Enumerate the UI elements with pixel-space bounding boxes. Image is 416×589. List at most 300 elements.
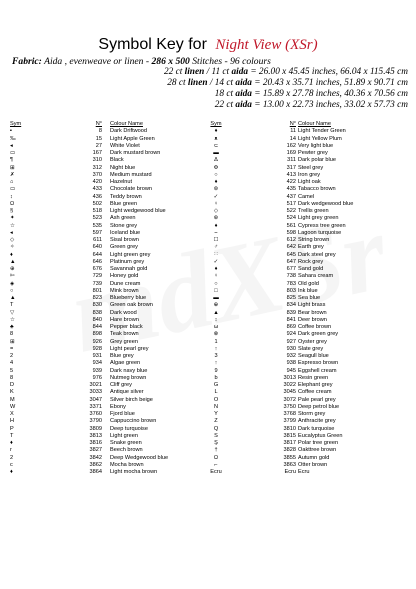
thread-number: 803 [286, 287, 296, 294]
colour-name: Mink brown [110, 287, 139, 294]
colour-name: Light pearl grey [110, 345, 149, 352]
thread-number: 3760 [89, 411, 102, 417]
colour-name: Light grey green [298, 215, 339, 222]
thread-number: 3072 [283, 396, 296, 403]
size-dims: = 20.43 x 35.71 inches, 51.89 x 90.71 cm [251, 77, 408, 88]
thread-number: 869 [286, 324, 296, 330]
size-post: / 11 ct [204, 67, 232, 77]
colour-name: Eucalyptus Green [298, 432, 343, 439]
thread-number: 27 [95, 142, 102, 149]
symbol: ♀ [213, 273, 219, 280]
size-fabric2: aida [235, 99, 252, 110]
symbol: ▬ [213, 295, 219, 301]
symbol: ◂ [10, 142, 13, 149]
table-row [0, 194, 416, 201]
symbol: ☆ [10, 222, 16, 229]
symbol: ▲ [10, 258, 16, 265]
table-row [0, 447, 416, 454]
colour-name: Seagull blue [298, 353, 329, 359]
table-row [0, 128, 416, 135]
table-row [0, 368, 416, 375]
table-row [0, 462, 416, 469]
table-row [0, 418, 416, 425]
colour-name: Green oak brown [110, 302, 153, 309]
symbol: ω [213, 324, 219, 330]
size-pre: 22 ct [163, 67, 185, 77]
colour-name: String brown [298, 237, 330, 243]
symbol: Ω [10, 200, 15, 207]
symbol: 1 [214, 338, 218, 345]
thread-number: 931 [92, 353, 102, 359]
thread-number: 3790 [89, 418, 102, 425]
thread-number: 15 [95, 135, 102, 142]
symbol: 2 [10, 353, 14, 359]
colour-name: Pepper black [110, 324, 143, 330]
table-row [0, 382, 416, 389]
colour-name: Earth grey [298, 244, 324, 251]
thread-number: 647 [286, 258, 296, 265]
symbol: T [10, 302, 14, 309]
thread-number: 928 [92, 345, 102, 352]
symbol: ⊂ [213, 142, 219, 149]
thread-number: 825 [286, 295, 296, 301]
symbol: b [214, 374, 218, 381]
thread-number: 8 [98, 128, 102, 135]
page-title [0, 36, 416, 54]
symbol: Q [213, 425, 219, 432]
table-row [0, 469, 416, 476]
colour-name: Sea blue [298, 295, 321, 301]
symbol: § [10, 208, 14, 214]
symbol: Ş [214, 440, 218, 446]
table-row [0, 310, 416, 317]
colour-name: Teak brown [110, 331, 139, 338]
colour-name: Dark wood [110, 309, 137, 316]
colour-name: Coffee brown [298, 324, 332, 330]
thread-number: 3045 [283, 389, 296, 396]
symbol: 8 [10, 374, 14, 381]
table-row [0, 389, 416, 396]
thread-number: Ecru [284, 469, 296, 475]
colour-name: Lagoon turquoise [298, 229, 342, 236]
table-row [0, 252, 416, 259]
size-dims: = 26.00 x 45.45 inches, 66.04 x 115.45 cm [248, 67, 408, 77]
colour-name: Light brass [298, 302, 326, 309]
symbol: = [10, 345, 14, 352]
table-row [0, 165, 416, 172]
symbol: ◈ [10, 280, 15, 287]
table-row [0, 339, 416, 346]
table-row [0, 215, 416, 222]
thread-number: 976 [92, 374, 102, 381]
colour-name: Antique silver [110, 389, 144, 396]
size-post: 18 ct [214, 88, 236, 99]
symbol: Ecru [210, 469, 222, 475]
table-row [0, 426, 416, 433]
symbol: ✄ [10, 273, 15, 280]
colour-name: Blue green [110, 200, 138, 207]
table-row [0, 281, 416, 288]
symbol: ⊞ [10, 164, 15, 171]
colour-name: Oakttree brown [298, 447, 337, 454]
header-num: N° [95, 121, 102, 127]
thread-number: 926 [92, 338, 102, 345]
symbol: ◇ [213, 208, 219, 214]
symbol: 2 [10, 454, 14, 461]
symbol: ¶ [10, 157, 14, 164]
thread-number: 934 [92, 360, 102, 367]
thread-number: 169 [286, 150, 296, 156]
thread-number: 420 [92, 179, 102, 185]
colour-name: Algae green [110, 360, 141, 367]
size-fabric2: aida [231, 67, 248, 77]
size-dims: = 13.00 x 22.73 inches, 33.02 x 57.73 cm [251, 99, 408, 110]
colour-name: Light green grey [110, 251, 151, 258]
symbol: ○ [214, 171, 218, 178]
thread-number: 938 [286, 360, 296, 367]
table-row [0, 223, 416, 230]
symbol: ♦ [10, 440, 13, 446]
design-name: Night View (XSr) [215, 37, 318, 53]
symbol: c [10, 461, 13, 468]
thread-number: 3863 [283, 461, 296, 468]
size-line [8, 100, 408, 111]
colour-name: Cappuccino brown [110, 418, 157, 425]
symbol: ♦ [214, 128, 218, 135]
size-line [8, 78, 408, 89]
thread-number: 3842 [89, 454, 102, 461]
symbol: P [10, 425, 14, 432]
symbol: ♦ [214, 266, 218, 272]
colour-name: Storm grey [298, 411, 326, 417]
thread-number: 644 [92, 251, 102, 258]
thread-number: 738 [286, 273, 296, 280]
thread-number: 801 [92, 287, 102, 294]
symbol: S [214, 432, 218, 439]
table-row [0, 150, 416, 157]
symbol: T [10, 432, 14, 439]
thread-number: 167 [92, 150, 102, 156]
table-row [0, 273, 416, 280]
thread-number: 317 [286, 164, 296, 171]
fabric-line [12, 56, 412, 67]
table-row [0, 353, 416, 360]
thread-number: 3815 [283, 432, 296, 439]
thread-number: 502 [92, 200, 102, 207]
thread-number: 370 [92, 171, 102, 178]
symbol: ᴥ [214, 135, 218, 142]
table-row [0, 433, 416, 440]
colour-name: Ash green [110, 215, 136, 222]
thread-number: 3864 [89, 469, 102, 475]
symbol: ⌢ [214, 229, 218, 236]
colour-name: Very light blue [298, 142, 334, 149]
thread-number: 945 [286, 367, 296, 374]
colour-name: Sahara cream [298, 273, 334, 280]
thread-number: 3371 [89, 403, 102, 410]
table-row [0, 295, 416, 302]
symbol: Z [214, 418, 218, 425]
symbol: ▲ [213, 309, 219, 316]
thread-number: 561 [286, 222, 296, 229]
colour-name: Green grey [110, 244, 138, 251]
colour-name: Dark turquoise [298, 425, 335, 432]
table-row [0, 201, 416, 208]
symbol: ⊕ [10, 266, 15, 272]
symbol: 9 [214, 367, 218, 374]
colour-name: Mocha brown [110, 461, 144, 468]
symbol: □ [214, 287, 218, 294]
table-row [0, 317, 416, 324]
thread-number: 3750 [283, 403, 296, 410]
header-sym: Sym [10, 121, 22, 127]
symbol: 8 [10, 331, 14, 338]
colour-name: Hazelnut [110, 179, 133, 185]
colour-name: Ecru [298, 469, 310, 475]
fabric-label: Fabric: [12, 56, 42, 67]
thread-number: 3022 [283, 382, 296, 388]
thread-number: 839 [286, 309, 296, 316]
symbol: ♀ [213, 200, 219, 207]
thread-number: 739 [92, 280, 102, 287]
thread-number: 3810 [283, 425, 296, 432]
colour-name: Fjord blue [110, 411, 135, 417]
colour-name: Dark navy blue [110, 367, 148, 374]
thread-number: 924 [286, 331, 296, 338]
symbol: ▽ [10, 309, 15, 316]
colour-name: Snake green [110, 440, 142, 446]
symbol: O [213, 396, 219, 403]
colour-name: Iron grey [298, 171, 321, 178]
colour-name: Hare brown [110, 316, 139, 323]
colour-name: Light Tender Green [298, 128, 346, 135]
size-post: 22 ct [214, 99, 236, 110]
thread-number: 611 [93, 237, 102, 243]
table-row [0, 266, 416, 273]
stitch-suffix: Stitches - 96 colours [192, 56, 271, 67]
table-row [0, 244, 416, 251]
colour-name: Elephant grey [298, 382, 333, 388]
thread-number: 3768 [283, 411, 296, 417]
symbol: ♦ [10, 469, 13, 475]
table-row [0, 208, 416, 215]
thread-number: 3828 [283, 447, 296, 454]
symbol: ↑ [214, 360, 218, 367]
table-row [0, 288, 416, 295]
colour-name: Ink blue [298, 287, 318, 294]
colour-name: Rock grey [298, 258, 324, 265]
thread-number: 3816 [89, 440, 102, 446]
symbol: ✗ [10, 171, 15, 178]
colour-name: Iceland blue [110, 229, 141, 236]
colour-name: Deep Wedgewood blue [110, 454, 169, 461]
symbol: ▪ [10, 128, 12, 135]
thread-number: 640 [92, 244, 102, 251]
colour-name: Sand gold [298, 266, 324, 272]
title-text: Symbol Key for [98, 36, 207, 53]
table-row [0, 360, 416, 367]
thread-number: 312 [92, 164, 102, 171]
table-row [0, 411, 416, 418]
thread-number: 3047 [89, 396, 102, 403]
fabric-text: Aida , evenweave or linen - [44, 56, 150, 67]
size-list [8, 67, 408, 111]
symbol: r [10, 447, 12, 454]
table-row [0, 440, 416, 447]
thread-number: 311 [287, 157, 296, 164]
colour-name: Dark Driftwood [110, 128, 147, 135]
thread-number: 11 [290, 128, 296, 135]
colour-name: Coffee cream [298, 389, 332, 396]
symbol: ↕ [10, 193, 13, 200]
thread-number: 840 [92, 316, 102, 323]
colour-name: Oyster grey [298, 338, 327, 345]
symbol: ▭ [10, 150, 16, 156]
thread-number: 535 [92, 222, 102, 229]
colour-name: Eggshell cream [298, 367, 337, 374]
colour-name: Platinum grey [110, 258, 145, 265]
thread-number: 598 [286, 229, 296, 236]
colour-name: Honey gold [110, 273, 139, 280]
thread-number: 783 [286, 280, 296, 287]
thread-number: 517 [286, 200, 296, 207]
size-fabric2: aida [235, 77, 252, 88]
symbol: ⊗ [213, 331, 219, 338]
colour-name: Light wedgewood blue [110, 208, 166, 214]
thread-number: 676 [92, 266, 102, 272]
colour-name: Light mocha brown [110, 469, 158, 475]
thread-number: 14 [289, 135, 296, 142]
symbol: ♣ [10, 324, 14, 330]
colour-name: Nutmeg brown [110, 374, 147, 381]
colour-name: Sisal brown [110, 237, 139, 243]
symbol: ▲ [10, 295, 16, 301]
colour-name: Teddy brown [110, 193, 142, 200]
table-row [0, 179, 416, 186]
size-fabric: linen [187, 77, 208, 88]
symbol: K [10, 389, 14, 396]
symbol: ♂ [213, 244, 219, 251]
symbol: H [10, 418, 15, 425]
symbol: W [10, 403, 16, 410]
colour-name: Steel grey [298, 164, 324, 171]
symbol: ↑ [214, 345, 218, 352]
symbol: ⊕ [213, 302, 219, 309]
colour-name: White Violet [110, 142, 140, 149]
colour-name: Resin green [298, 374, 329, 381]
symbol: ▬ [213, 150, 219, 156]
thread-number: 3862 [89, 461, 102, 468]
table-row [0, 324, 416, 331]
thread-number: 646 [92, 258, 102, 265]
table-row [0, 331, 416, 338]
colour-name: Beech brown [110, 447, 143, 454]
colour-name: Cypress tree green [298, 222, 346, 229]
colour-name: Blueberry blue [110, 295, 147, 301]
symbol: ⊞ [10, 338, 15, 345]
colour-name: Deer brown [298, 316, 327, 323]
thread-number: 3799 [283, 418, 296, 425]
thread-number: 834 [286, 302, 296, 309]
thread-number: 830 [92, 302, 102, 309]
thread-number: 3809 [89, 425, 102, 432]
colour-name: Dark polar blue [298, 157, 336, 164]
colour-name: Otter brown [298, 461, 328, 468]
symbol: Δ [214, 157, 218, 164]
symbol: ◂ [10, 229, 13, 236]
symbol: ∷ [214, 251, 218, 258]
thread-number: 841 [286, 316, 296, 323]
thread-number: 898 [92, 331, 102, 338]
table-row [0, 136, 416, 143]
symbol: M [10, 396, 15, 403]
thread-number: 518 [92, 208, 102, 214]
symbol: L [214, 389, 218, 396]
thread-number: 413 [286, 171, 296, 178]
colour-name: Dune cream [110, 280, 141, 287]
symbol: ↕ [214, 316, 218, 323]
colour-name: Silver birch beige [110, 396, 153, 403]
thread-number: 522 [286, 208, 296, 214]
symbol: Φ [213, 164, 219, 171]
table-row [0, 237, 416, 244]
thread-number: 3033 [89, 389, 102, 396]
thread-number: 524 [286, 215, 296, 222]
thread-number: 677 [286, 266, 296, 272]
symbol: ✧ [10, 244, 15, 251]
stitch-count: 286 x 500 [151, 56, 190, 67]
colour-name: Old gold [298, 280, 319, 287]
colour-name: Light oak [298, 179, 321, 185]
symbol: X [10, 411, 14, 417]
thread-number: 433 [92, 186, 102, 193]
size-dims: = 15.89 x 27.78 inches, 40.36 x 70.56 cm [251, 88, 408, 99]
colour-name: Trellis green [298, 208, 329, 214]
table-row [0, 157, 416, 164]
colour-name: Chocolate brown [110, 186, 152, 193]
table-row [0, 375, 416, 382]
thread-number: 823 [92, 295, 102, 301]
symbol: ☐ [213, 237, 219, 243]
thread-number: 927 [286, 338, 296, 345]
thread-number: 939 [92, 367, 102, 374]
thread-number: 612 [286, 237, 296, 243]
symbol: ○ [10, 287, 14, 294]
symbol: N [213, 403, 219, 410]
colour-name: Dark green grey [298, 331, 339, 338]
table-row [0, 346, 416, 353]
thread-number: 435 [286, 186, 296, 193]
thread-number: 3827 [89, 447, 102, 454]
colour-name: Blue grey [110, 353, 134, 359]
thread-number: 729 [92, 273, 102, 280]
colour-name: Ebony [110, 403, 126, 410]
colour-name: Pewter grey [298, 150, 328, 156]
colour-name: Dark steel grey [298, 251, 336, 258]
size-line [8, 89, 408, 100]
symbol: 3 [214, 353, 218, 359]
thread-number: 930 [286, 345, 296, 352]
thread-number: 642 [286, 244, 296, 251]
colour-name: Anthracite grey [298, 418, 336, 425]
symbol: 4 [10, 360, 14, 367]
symbol-key-table [0, 121, 416, 476]
thread-number: 3817 [283, 440, 296, 446]
thread-number: 437 [286, 193, 296, 200]
symbol: ☆ [10, 316, 16, 323]
table-row [0, 186, 416, 193]
symbol: 5 [10, 367, 14, 374]
